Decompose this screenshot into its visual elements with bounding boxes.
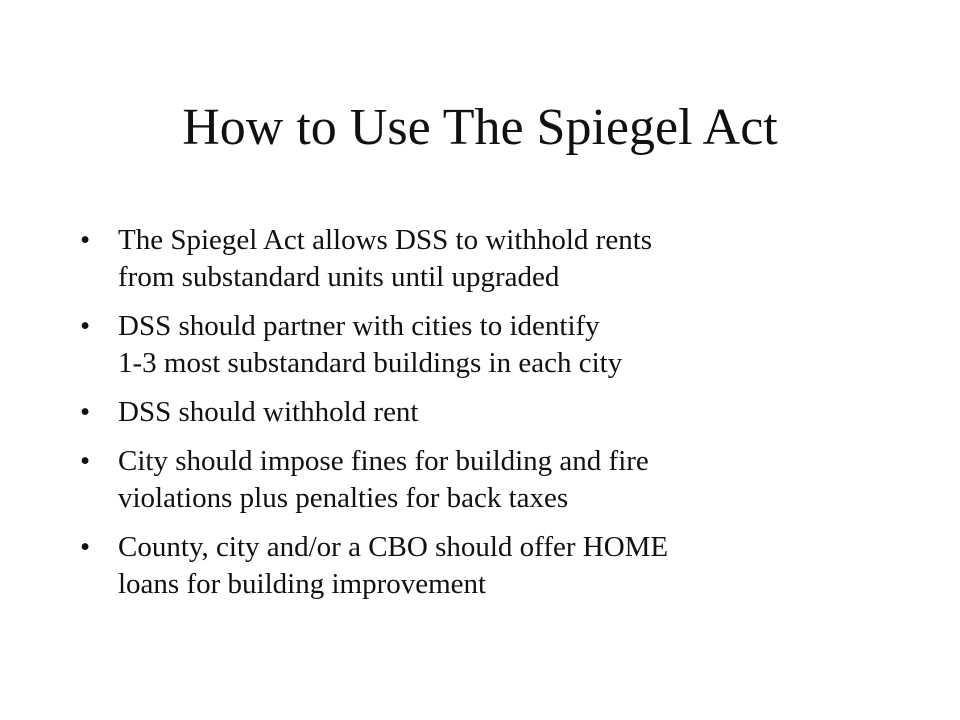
bullet-text-line: loans for building improvement <box>118 568 487 600</box>
slide-title: How to Use The Spiegel Act <box>182 99 778 156</box>
bullet-text-line: 1-3 most substandard buildings in each city <box>118 347 623 379</box>
bullet-text-line: County, city and/or a CBO should offer HOME <box>118 531 669 563</box>
bullet-dot-icon: • <box>80 310 91 342</box>
bullet-dot-icon: • <box>80 224 91 256</box>
bullet-text-line: from substandard units until upgraded <box>118 261 560 293</box>
bullet-text-line: violations plus penalties for back taxes <box>118 482 569 514</box>
bullet-text-line: DSS should withhold rent <box>118 396 419 428</box>
bullet-text-line: DSS should partner with cities to identify <box>118 310 600 342</box>
bullet-text-line: The Spiegel Act allows DSS to withhold rents <box>118 224 653 256</box>
bullet-list <box>80 222 880 615</box>
bullet-item <box>80 529 880 603</box>
bullet-item <box>80 394 880 431</box>
bullet-item <box>80 443 880 517</box>
bullet-dot-icon: • <box>80 531 91 563</box>
bullet-item <box>80 308 880 382</box>
bullet-dot-icon: • <box>80 396 91 428</box>
bullet-text-line: City should impose fines for building and fire <box>118 445 649 477</box>
bullet-item <box>80 222 880 296</box>
bullet-dot-icon: • <box>80 445 91 477</box>
